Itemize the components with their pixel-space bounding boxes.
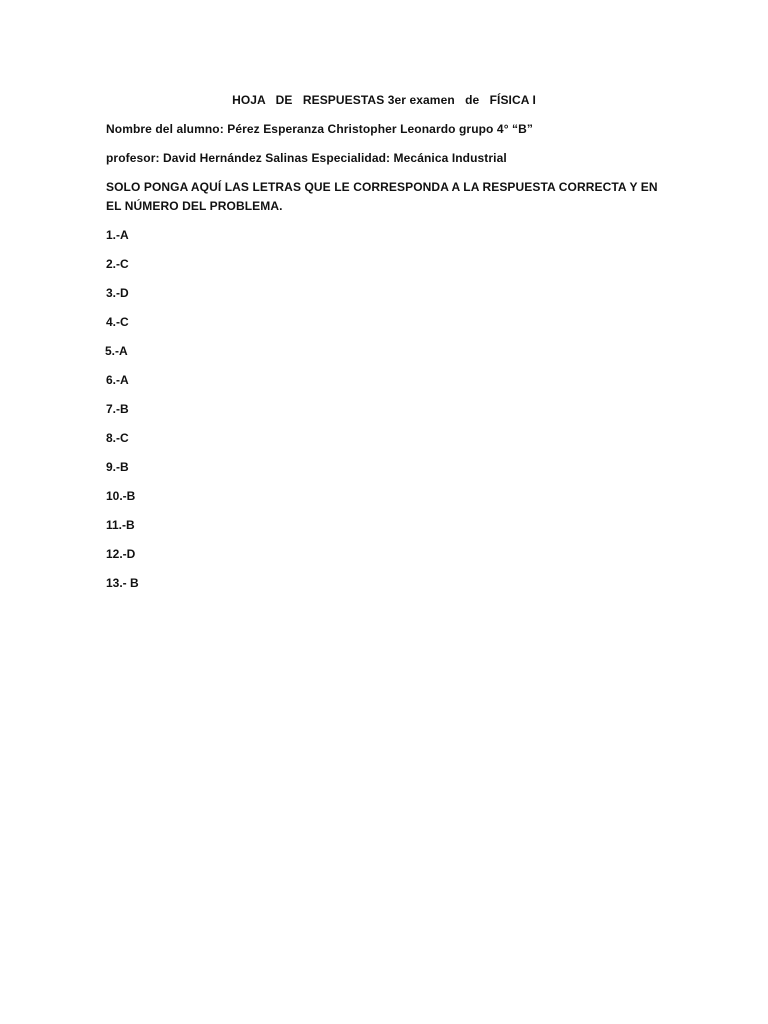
answer-item: 11.-B [106,518,135,532]
answer-item: 8.-C [106,431,129,445]
answer-item: 3.-D [106,286,129,300]
answer-item: 5.-A [105,344,128,358]
student-name-line: Nombre del alumno: Pérez Esperanza Christopher Leonardo grupo 4° “B” [106,122,533,136]
answer-item: 4.-C [106,315,129,329]
answer-item: 12.-D [106,547,136,561]
answer-item: 10.-B [106,489,136,503]
document-title: HOJA DE RESPUESTAS 3er examen de FÍSICA I [232,93,536,107]
answer-list [106,226,139,603]
answer-item: 2.-C [106,257,129,271]
answer-item: 6.-A [106,373,129,387]
instructions-text: SOLO PONGA AQUÍ LAS LETRAS QUE LE CORRESPONDA A LA RESPUESTA CORRECTA Y EN EL NÚMERO DEL PROBLEMA. [106,180,658,213]
answer-item: 7.-B [106,402,129,416]
answer-item: 13.- B [106,576,139,590]
answer-item: 1.-A [106,228,129,242]
answer-item: 9.-B [106,460,129,474]
teacher-line: profesor: David Hernández Salinas Especialidad: Mecánica Industrial [106,151,507,165]
